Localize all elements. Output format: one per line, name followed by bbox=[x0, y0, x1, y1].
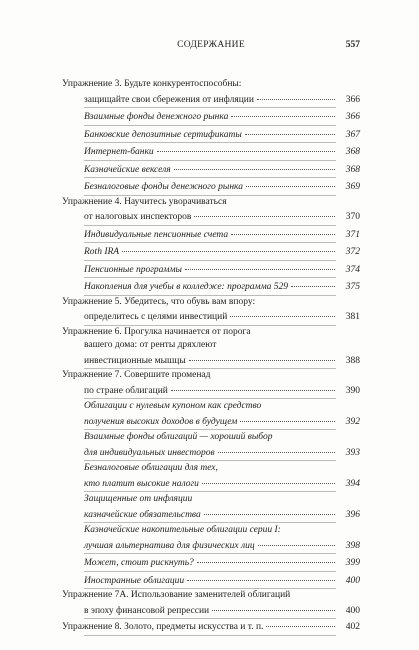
dot-leader bbox=[185, 261, 335, 270]
toc-subentry[interactable] bbox=[62, 574, 360, 588]
toc-line bbox=[62, 110, 360, 124]
running-header bbox=[62, 40, 360, 54]
dot-leader bbox=[245, 126, 335, 135]
dot-leader bbox=[157, 143, 335, 152]
entry-title: получения высоких доходов в будущем bbox=[84, 416, 238, 427]
entry-title: Накопления для учебы в колледже: программа 529 bbox=[84, 282, 289, 292]
row-divider bbox=[84, 325, 336, 326]
toc-line bbox=[62, 446, 360, 460]
row-divider bbox=[84, 588, 336, 589]
entry-title: от налоговых инспекторов bbox=[84, 212, 192, 222]
entry-title: вашего дома: от ренты дряхлеют bbox=[84, 340, 217, 350]
entry-title: определитесь с целями инвестиций bbox=[84, 312, 228, 322]
toc-entry[interactable] bbox=[62, 327, 360, 368]
entry-title: Безналоговые облигации для тех, bbox=[84, 463, 218, 473]
row-divider bbox=[84, 368, 336, 369]
dot-leader bbox=[174, 161, 335, 170]
toc-line bbox=[62, 210, 360, 224]
toc-subentry[interactable] bbox=[62, 525, 360, 552]
dot-leader bbox=[204, 506, 335, 515]
row-divider bbox=[84, 460, 336, 461]
toc-line bbox=[62, 327, 360, 341]
dot-leader bbox=[257, 91, 335, 100]
entry-title: кто платит высокие налоги bbox=[84, 478, 199, 489]
toc-line bbox=[62, 556, 360, 570]
entry-page-number: 393 bbox=[345, 447, 360, 458]
entry-title: Упражнение 3. Будьте конкурентоспособны: bbox=[62, 79, 242, 89]
toc-line bbox=[62, 310, 360, 324]
dot-leader bbox=[171, 382, 335, 391]
toc-line bbox=[62, 263, 360, 277]
row-divider bbox=[84, 635, 336, 636]
toc-subentry[interactable] bbox=[62, 556, 360, 570]
toc-subentry[interactable] bbox=[62, 180, 360, 194]
row-divider bbox=[84, 522, 336, 523]
entry-page-number: 390 bbox=[345, 385, 360, 396]
toc-entry[interactable] bbox=[62, 197, 360, 224]
entry-title: в эпоху финансовой репрессии bbox=[84, 605, 210, 616]
dot-leader bbox=[231, 108, 335, 117]
entry-title: Упражнение 6. Прогулка начинается от порога bbox=[62, 326, 251, 337]
dot-leader bbox=[202, 475, 335, 484]
dot-leader bbox=[218, 444, 335, 453]
row-divider bbox=[84, 195, 336, 196]
toc-entry[interactable] bbox=[62, 590, 360, 617]
entry-title: Индивидуальные пенсионные счета bbox=[84, 229, 229, 240]
entry-title: Интернет-банки bbox=[84, 147, 154, 157]
row-divider bbox=[84, 295, 336, 296]
toc-line bbox=[62, 508, 360, 522]
entry-title: для индивидуальных инвесторов bbox=[84, 447, 215, 458]
dot-leader bbox=[240, 413, 335, 422]
entry-page-number: 394 bbox=[345, 478, 360, 489]
dot-leader bbox=[231, 226, 335, 235]
toc-entry[interactable] bbox=[62, 620, 360, 634]
entry-page-number: 369 bbox=[345, 182, 360, 192]
entry-page-number: 366 bbox=[345, 112, 360, 122]
entry-title: Безналоговые фонды денежного рынка bbox=[84, 182, 243, 192]
entry-title: по стране облигаций bbox=[84, 385, 168, 396]
toc-line bbox=[62, 384, 360, 398]
toc-subentry[interactable] bbox=[62, 110, 360, 124]
entry-page-number: 381 bbox=[345, 312, 360, 322]
dot-leader bbox=[291, 278, 335, 287]
toc-line bbox=[62, 228, 360, 242]
toc-line bbox=[62, 354, 360, 368]
entry-title: Упражнение 5. Убедитесь, что обувь вам впору: bbox=[62, 296, 256, 307]
row-divider bbox=[84, 429, 336, 430]
header-title: СОДЕРЖАНИЕ bbox=[177, 40, 245, 50]
entry-title: лучшая альтернатива для физических лиц bbox=[84, 540, 255, 551]
toc-subentry[interactable] bbox=[62, 463, 360, 490]
entry-page-number: 372 bbox=[345, 247, 360, 257]
entry-title: Упражнение 8. Золото, предметы искусства и т. п. bbox=[62, 622, 264, 632]
entry-title: Защищенные от инфляции bbox=[84, 494, 193, 504]
entry-title: Казначейские векселя bbox=[84, 164, 171, 175]
entry-title: Банковские депозитные сертификаты bbox=[84, 129, 242, 140]
toc-line bbox=[62, 620, 360, 634]
toc-subentry[interactable] bbox=[62, 163, 360, 177]
header-page-number: 557 bbox=[345, 40, 360, 50]
entry-title: инвестиционные мышцы bbox=[84, 355, 186, 366]
dot-leader bbox=[194, 208, 335, 217]
toc-entry[interactable] bbox=[62, 297, 360, 324]
entry-page-number: 368 bbox=[345, 164, 360, 175]
toc-line bbox=[62, 477, 360, 491]
toc-line bbox=[62, 604, 360, 618]
entry-title: Казначейские накопительные облигации серии I: bbox=[84, 525, 281, 535]
toc-subentry[interactable] bbox=[62, 263, 360, 277]
entry-page-number: 400 bbox=[345, 575, 360, 586]
entry-title: защищайте свои сбережения от инфляции bbox=[84, 94, 254, 105]
dot-leader bbox=[230, 308, 335, 317]
toc-entry[interactable] bbox=[62, 370, 360, 397]
dot-leader bbox=[189, 352, 335, 361]
entry-title: Иностранные облигации bbox=[84, 575, 185, 586]
dot-leader bbox=[122, 243, 335, 252]
toc-line bbox=[62, 93, 360, 107]
entry-page-number: 371 bbox=[345, 229, 360, 240]
toc-entry[interactable] bbox=[62, 79, 360, 106]
entry-page-number: 400 bbox=[345, 605, 360, 616]
entry-page-number: 368 bbox=[345, 147, 360, 157]
entry-page-number: 370 bbox=[345, 212, 360, 222]
dot-leader bbox=[187, 572, 335, 581]
toc-line bbox=[62, 163, 360, 177]
row-divider bbox=[84, 398, 336, 399]
dot-leader bbox=[266, 618, 335, 627]
toc-subentry[interactable] bbox=[62, 245, 360, 259]
entry-title: Roth IRA bbox=[84, 247, 120, 257]
entry-page-number: 402 bbox=[345, 622, 360, 632]
toc-line bbox=[62, 128, 360, 142]
entry-page-number: 374 bbox=[345, 264, 360, 275]
toc-line bbox=[62, 539, 360, 553]
entry-page-number: 399 bbox=[345, 558, 360, 568]
toc-subentry[interactable] bbox=[62, 401, 360, 428]
dot-leader bbox=[246, 178, 335, 187]
table-of-contents bbox=[62, 76, 360, 634]
toc-subentry[interactable] bbox=[62, 494, 360, 521]
entry-title: Упражнение 7А. Использование заменителей облигаций bbox=[62, 590, 291, 600]
dot-leader bbox=[197, 554, 335, 563]
entry-page-number: 392 bbox=[345, 416, 360, 427]
entry-page-number: 367 bbox=[345, 129, 360, 140]
entry-page-number: 388 bbox=[345, 355, 360, 366]
toc-line bbox=[62, 280, 360, 294]
toc-line bbox=[62, 245, 360, 259]
entry-title: Облигации с нулевым купоном как средство bbox=[84, 401, 262, 411]
entry-title: Может, стоит рискнуть? bbox=[84, 558, 194, 568]
entry-title: казначейские обязательства bbox=[84, 509, 201, 520]
dot-leader bbox=[258, 537, 335, 546]
entry-title: Взаимные фонды денежного рынка bbox=[84, 112, 229, 122]
entry-page-number: 366 bbox=[345, 94, 360, 105]
row-divider bbox=[84, 491, 336, 492]
entry-title: Пенсионные программы bbox=[84, 264, 182, 275]
entry-title: Упражнение 7. Совершите променад bbox=[62, 370, 211, 380]
toc-line bbox=[62, 574, 360, 588]
toc-subentry[interactable] bbox=[62, 432, 360, 459]
toc-subentry[interactable] bbox=[62, 280, 360, 294]
toc-subentry[interactable] bbox=[62, 145, 360, 159]
entry-title: Взаимные фонды облигаций — хороший выбор bbox=[84, 432, 273, 442]
toc-line bbox=[62, 145, 360, 159]
entry-page-number: 398 bbox=[345, 540, 360, 551]
entry-title: Упражнение 4. Научитесь уворачиваться bbox=[62, 196, 227, 207]
entry-page-number: 396 bbox=[345, 509, 360, 520]
toc-subentry[interactable] bbox=[62, 128, 360, 142]
toc-subentry[interactable] bbox=[62, 228, 360, 242]
entry-page-number: 375 bbox=[345, 282, 360, 292]
toc-line bbox=[62, 415, 360, 429]
dot-leader bbox=[212, 602, 335, 611]
toc-line bbox=[62, 180, 360, 194]
